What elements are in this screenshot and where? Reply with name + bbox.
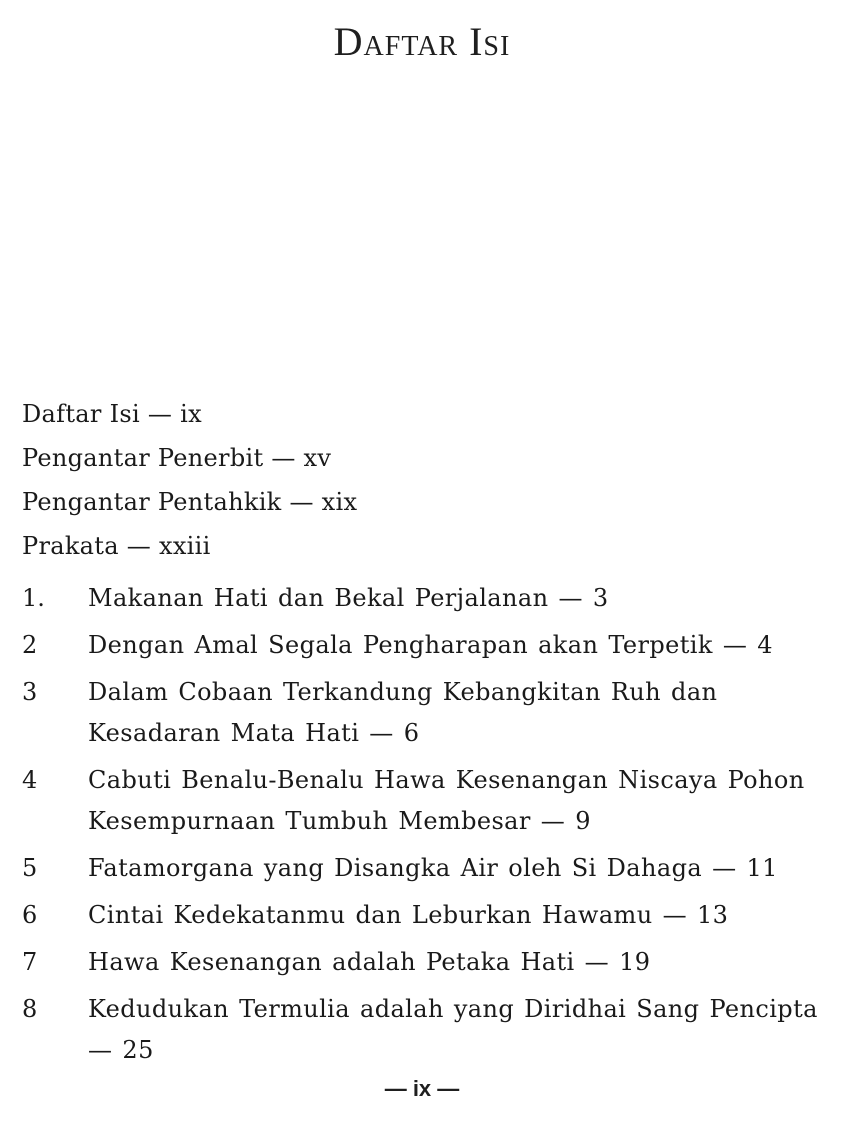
chapter-number: 6 (22, 901, 38, 929)
front-matter-item: Pengantar Pentahkik — xix (22, 488, 358, 516)
chapter-entry (22, 625, 822, 666)
page-number: — ix — (384, 1076, 460, 1101)
chapter-title: Cabuti Benalu-Benalu Hawa Kesenangan Niscaya Pohon Kesempurnaan Tumbuh Membesar — 9 (88, 766, 805, 835)
chapter-entry (22, 942, 822, 983)
chapter-number: 7 (22, 948, 38, 976)
chapter-entry (22, 672, 822, 754)
chapter-title: Cintai Kedekatanmu dan Leburkan Hawamu — 13 (88, 901, 729, 929)
chapter-number: 2 (22, 631, 38, 659)
chapter-title: Dalam Cobaan Terkandung Kebangkitan Ruh dan Kesadaran Mata Hati — 6 (88, 678, 718, 747)
chapter-entry (22, 895, 822, 936)
chapter-entry (22, 848, 822, 889)
chapter-number: 8 (22, 995, 38, 1023)
chapter-number: 4 (22, 766, 38, 794)
chapter-title: Kedudukan Termulia adalah yang Diridhai Sang Pencipta — 25 (88, 995, 818, 1064)
chapter-number: 5 (22, 854, 38, 882)
chapter-number: 1. (22, 584, 45, 612)
chapter-title: Makanan Hati dan Bekal Perjalanan — 3 (88, 584, 609, 612)
chapter-title: Dengan Amal Segala Pengharapan akan Terpetik — 4 (88, 631, 773, 659)
chapter-list (22, 578, 822, 1077)
chapter-title: Fatamorgana yang Disangka Air oleh Si Dahaga — 11 (88, 854, 778, 882)
front-matter-item: Prakata — xxiii (22, 532, 211, 560)
front-matter-item: Pengantar Penerbit — xv (22, 444, 332, 472)
chapter-entry (22, 578, 822, 619)
front-matter-item: Daftar Isi — ix (22, 400, 202, 428)
chapter-entry (22, 989, 822, 1071)
page-title: Daftar Isi (333, 19, 511, 64)
chapter-entry (22, 760, 822, 842)
front-matter-list (22, 392, 802, 568)
chapter-title: Hawa Kesenangan adalah Petaka Hati — 19 (88, 948, 651, 976)
chapter-number: 3 (22, 678, 38, 706)
